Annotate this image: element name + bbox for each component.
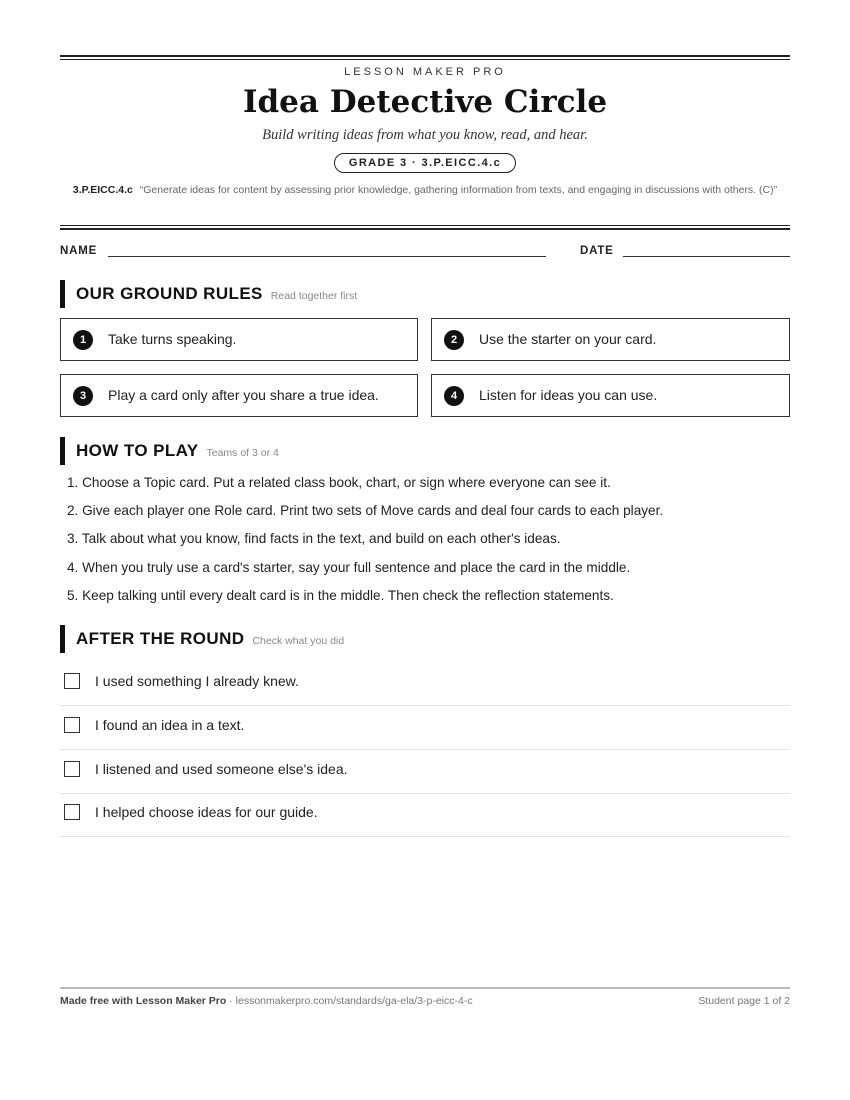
footer-credit: Made free with Lesson Maker Pro (60, 995, 227, 1007)
section-how-to-play (60, 437, 790, 465)
section-marker (60, 625, 65, 653)
page-number: Student page 1 of 2 (698, 995, 790, 1007)
footer-url[interactable]: lessonmakerpro.com/standards/ga-ela/3-p-eicc-4-c (235, 995, 473, 1007)
rule-number-badge: 2 (444, 330, 464, 350)
page-footer (60, 995, 790, 1007)
instruction-step: 1. Choose a Topic card. Put a related class book, chart, or sign where everyone can see it. (67, 475, 611, 490)
rule-text: Use the starter on your card. (479, 331, 657, 347)
name-date-row (60, 245, 790, 259)
rule-number-badge: 3 (73, 386, 93, 406)
page-subtitle: Build writing ideas from what you know, read, and hear. (262, 127, 588, 143)
section-marker (60, 437, 65, 465)
reflection-item (60, 749, 790, 794)
section-after-round (60, 625, 790, 653)
ground-rule-card (431, 318, 790, 361)
reflection-checkbox[interactable] (64, 804, 80, 820)
header-rule (60, 228, 790, 230)
header-rule-thin (60, 225, 790, 226)
page-title: Idea Detective Circle (242, 84, 608, 120)
section-ground-rules (60, 280, 790, 308)
reflection-item (60, 661, 790, 706)
rule-text: Take turns speaking. (108, 331, 237, 347)
section-note: Check what you did (252, 635, 345, 647)
ground-rule-card (431, 374, 790, 417)
footer-separator: · (226, 995, 236, 1007)
section-title: HOW TO PLAY (76, 441, 199, 460)
name-label: NAME (60, 245, 98, 257)
instruction-step: 4. When you truly use a card's starter, say your full sentence and place the card in the middle. (67, 559, 631, 575)
top-rule-thin (60, 59, 790, 60)
instruction-list (67, 472, 787, 613)
reflection-text: I helped choose ideas for our guide. (95, 804, 318, 820)
rule-text: Listen for ideas you can use. (479, 387, 658, 403)
rule-number-badge: 1 (73, 330, 93, 350)
rule-number-badge: 4 (444, 386, 464, 406)
instruction-step: 3. Talk about what you know, find facts in the text, and build on each other's ideas. (67, 531, 561, 547)
date-field[interactable] (623, 256, 790, 257)
date-label: DATE (580, 245, 614, 257)
reflection-text: I listened and used someone else's idea. (95, 761, 348, 777)
reflection-checkbox[interactable] (64, 717, 80, 733)
top-rule (60, 55, 790, 57)
grade-badge: GRADE 3 · 3.P.EICC.4.c (334, 153, 516, 173)
instruction-step: 5. Keep talking until every dealt card is in the middle. Then check the reflection statements. (67, 587, 614, 603)
rule-text: Play a card only after you share a true idea. (108, 387, 379, 403)
reflection-item (60, 705, 790, 750)
reflection-text: I used something I already knew. (95, 673, 299, 689)
ground-rule-card (60, 374, 418, 417)
reflection-text: I found an idea in a text. (95, 717, 245, 733)
section-marker (60, 280, 65, 308)
standard-text: “Generate ideas for content by assessing prior knowledge, gathering information from texts, and engaging in discussions with others. (C)” (139, 184, 778, 196)
brand-name: LESSON MAKER PRO (344, 66, 506, 78)
section-title: AFTER THE ROUND (76, 629, 245, 648)
section-note: Teams of 3 or 4 (206, 447, 279, 459)
section-note: Read together first (270, 290, 358, 302)
reflection-item (60, 792, 790, 837)
ground-rule-card (60, 318, 418, 361)
name-field[interactable] (108, 256, 546, 257)
instruction-step: 2. Give each player one Role card. Print two sets of Move cards and deal four cards to each player. (67, 503, 664, 519)
section-title: OUR GROUND RULES (76, 284, 263, 303)
standard-code: 3.P.EICC.4.c (72, 184, 133, 196)
footer-rule (60, 987, 790, 989)
reflection-checkbox[interactable] (64, 761, 80, 777)
standard-description (60, 182, 790, 198)
reflection-checkbox[interactable] (64, 673, 80, 689)
